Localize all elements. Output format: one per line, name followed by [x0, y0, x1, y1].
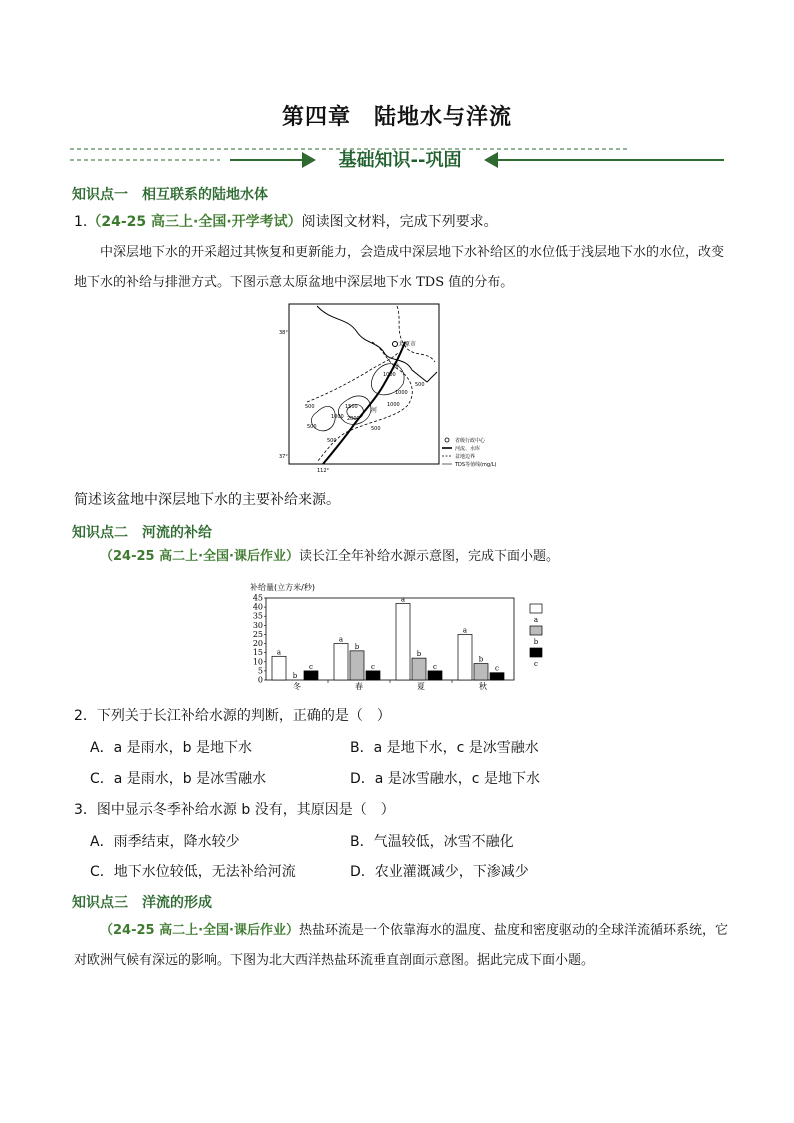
- y-tick-label: 40: [252, 602, 263, 612]
- bar-label: b: [292, 672, 298, 680]
- legend-item: TDS等值线(mg/L): [455, 462, 497, 468]
- bar-label: c: [433, 662, 437, 671]
- bar-a: [272, 656, 286, 680]
- bar-label: a: [276, 648, 282, 657]
- bar-label: b: [478, 655, 484, 664]
- contour-label: 2000: [347, 416, 360, 422]
- river-label-2: 河: [371, 407, 378, 414]
- question-2-option-b[interactable]: B．a 是地下水，c 是冰雪融水: [350, 740, 539, 756]
- bar-c: [366, 671, 380, 680]
- bar-label: a: [400, 595, 406, 604]
- contour-label: 500: [305, 404, 315, 410]
- bar-c: [490, 673, 504, 680]
- bar-label: c: [309, 662, 313, 671]
- x-category-label: 夏: [417, 682, 425, 691]
- lat-label-bottom: 37°: [279, 454, 288, 460]
- question-1-material: 中深层地下水的开采超过其恢复和更新能力，会造成中深层地下水补给区的水位低于浅层地下水的水位，改变地下水的补给与排泄方式。下图示意太原盆地中深层地下水 TDS 值的分布。: [74, 245, 725, 290]
- legend-swatch-c: [530, 648, 542, 657]
- legend-label: b: [533, 638, 539, 646]
- y-tick-label: 45: [252, 593, 263, 603]
- y-tick-label: 35: [252, 611, 263, 621]
- y-tick-label: 30: [252, 620, 263, 630]
- question-2-stem: 2．下列关于长江补给水源的判断，正确的是（ ）: [74, 708, 391, 724]
- y-tick-label: 5: [257, 666, 263, 676]
- question-source: （24-25 高三上·全国·开学考试）: [87, 214, 302, 230]
- question-prompt: 阅读图文材料，完成下列要求。: [301, 214, 498, 230]
- intro-3: [74, 916, 730, 976]
- y-tick-label: 15: [252, 648, 263, 658]
- intro-2-text: 读长江全年补给水源示意图，完成下面小题。: [298, 549, 559, 564]
- bar-label: b: [416, 650, 422, 659]
- contour-label: 1000: [383, 372, 396, 378]
- bar-b: [350, 651, 364, 680]
- bar-label: c: [371, 662, 375, 671]
- bar-c: [428, 671, 442, 680]
- section-title: 基础知识--巩固: [338, 150, 462, 171]
- bar-a: [396, 603, 410, 680]
- bar-b: [474, 664, 488, 680]
- intro-3-source: （24-25 高二上·全国·课后作业）: [100, 923, 299, 938]
- y-tick-label: 0: [257, 675, 263, 685]
- bar-a: [458, 634, 472, 680]
- contour-label: 500: [327, 438, 337, 444]
- intro-2: [74, 546, 730, 568]
- contour-label: 500: [415, 382, 425, 388]
- contour-label: 1000: [395, 390, 408, 396]
- question-3-option-d[interactable]: D．农业灌溉减少，下渗减少: [350, 864, 529, 880]
- city-label: 太原市: [398, 341, 417, 348]
- yangtze-supply-chart: [250, 582, 550, 692]
- question-3-option-b[interactable]: B．气温较低，冰雪不融化: [350, 834, 514, 850]
- legend-city-icon: [445, 438, 449, 442]
- bar-c: [304, 671, 318, 680]
- knowledge-point-3: 知识点三 洋流的形成: [72, 895, 212, 911]
- y-tick-label: 10: [252, 657, 263, 667]
- question-2-option-d[interactable]: D．a 是冰雪融水，c 是地下水: [350, 771, 540, 787]
- legend-swatch-b: [530, 626, 542, 635]
- taiyuan-basin-map: [279, 302, 519, 474]
- x-category-label: 冬: [293, 682, 301, 691]
- contour-label: 1000: [387, 402, 400, 408]
- lon-label: 112°: [317, 468, 330, 474]
- legend-swatch-a: [530, 604, 542, 613]
- question-3-option-a[interactable]: A．雨季结束，降水较少: [90, 834, 240, 850]
- intro-3-text: 热盐环流是一个依靠海水的温度、盐度和密度驱动的全球洋流循环系统，它对欧洲气候有深远的影响。下图为北大西洋热盐环流垂直剖面示意图。据此完成下面小题。: [74, 923, 728, 968]
- legend-item: 河流、水库: [455, 446, 481, 452]
- legend-label: c: [534, 660, 538, 668]
- x-category-label: 春: [355, 682, 363, 691]
- y-tick-label: 25: [252, 629, 263, 639]
- lat-label-top: 38°: [279, 330, 288, 336]
- bar-label: b: [354, 642, 360, 651]
- legend-item: 省级行政中心: [455, 438, 486, 444]
- y-tick-label: 20: [252, 639, 263, 649]
- x-category-label: 秋: [479, 682, 487, 691]
- chart-ylabel: 补给量(立方米/秒): [250, 583, 315, 592]
- contour-label: 1000: [331, 414, 344, 420]
- river-label: 汾: [393, 363, 400, 370]
- question-3-stem: 3．图中显示冬季补给水源 b 没有，其原因是（ ）: [74, 802, 395, 818]
- intro-2-source: （24-25 高二上·全国·课后作业）: [100, 549, 299, 564]
- contour-label: 500: [371, 426, 381, 432]
- chapter-title: 第四章 陆地水与洋流: [281, 105, 512, 130]
- bar-label: a: [338, 635, 344, 644]
- bar-label: c: [495, 664, 499, 673]
- question-2-option-a[interactable]: A．a 是雨水，b 是地下水: [90, 740, 252, 756]
- question-number: 1.: [74, 214, 88, 230]
- knowledge-point-1: 知识点一 相互联系的陆地水体: [72, 187, 268, 203]
- question-2-option-c[interactable]: C．a 是雨水，b 是冰雪融水: [90, 771, 267, 787]
- legend-item: 盆地边界: [455, 454, 476, 460]
- legend-label: a: [533, 616, 539, 624]
- bar-b: [412, 658, 426, 680]
- contour-label: 500: [307, 424, 317, 430]
- question-3-option-c[interactable]: C．地下水位较低，无法补给河流: [90, 864, 296, 880]
- question-1-header: [74, 212, 498, 232]
- bar-a: [334, 644, 348, 680]
- knowledge-point-2: 知识点二 河流的补给: [72, 525, 212, 541]
- bar-label: a: [462, 626, 468, 635]
- contour-label: 1500: [345, 404, 358, 410]
- question-1-task: 简述该盆地中深层地下水的主要补给来源。: [74, 492, 340, 508]
